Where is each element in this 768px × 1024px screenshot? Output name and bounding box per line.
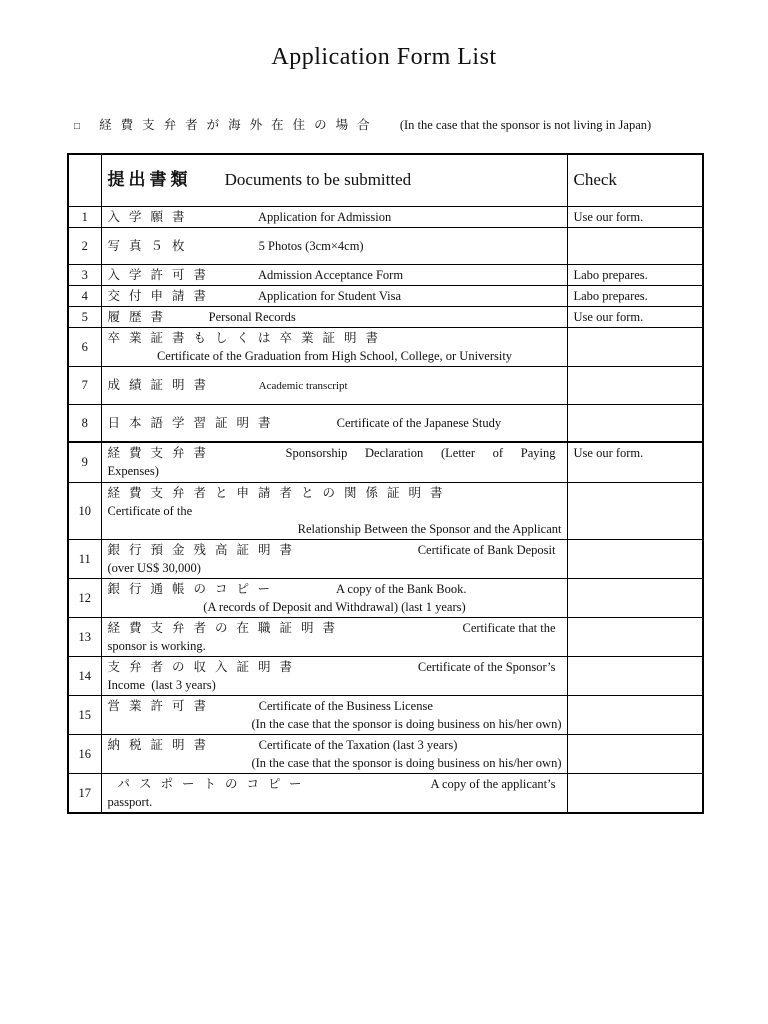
header-check-cell [567,154,703,206]
table-row [68,306,703,327]
check-cell [567,482,703,539]
checkbox-bullet-icon: □ [74,121,81,132]
row-number: 6 [68,327,101,366]
row-number: 8 [68,404,101,442]
document-en: Application for Student Visa [257,288,402,303]
document-en-line2: (In the case that the sponsor is doing business on his/her own) [251,755,562,770]
document-jp: 履歴書 [107,309,173,324]
document-en-line2: sponsor is working. [107,638,206,653]
document-jp: 写真５枚 [107,238,194,253]
document-jp: 入学願書 [107,209,194,224]
document-jp: 経費支弁者と申請者との関係証明書 [107,485,452,500]
document-en-line1: Certificate of the Business License [258,698,433,713]
header-docs-en: Documents to be submitted [224,169,412,189]
document-en: Certificate of the Graduation from High School, College, or University [156,348,513,363]
row-number: 12 [68,578,101,617]
document-cell [101,264,567,285]
document-jp: 支弁者の収入証明書 [107,659,302,674]
document-en-line2: (A records of Deposit and Withdrawal) (last 1 years) [203,599,466,614]
document-en-line2: Relationship Between the Sponsor and the Applicant [297,521,562,536]
table-row [68,773,703,813]
table-header-row [68,154,703,206]
row-number: 13 [68,617,101,656]
table-row [68,227,703,264]
check-cell [567,617,703,656]
document-jp: 納税証明書 [107,737,216,752]
check-cell [567,656,703,695]
check-cell [567,773,703,813]
document-en-line1: Certificate of the Sponsor’s [417,659,556,674]
table-row [68,404,703,442]
document-jp: 営業許可書 [107,698,216,713]
document-en-line2: passport. [107,794,153,809]
document-en-line2: Income (last 3 years) [107,677,216,692]
document-cell [101,442,567,482]
row-number: 9 [68,442,101,482]
page-title: Application Form List [271,44,497,70]
table-row [68,206,703,227]
document-jp: 成績証明書 [107,377,216,392]
document-cell [101,285,567,306]
check-cell: Labo prepares. [567,264,703,285]
document-cell [101,227,567,264]
document-cell [101,306,567,327]
document-jp: 銀行預金残高証明書 [107,542,302,557]
row-number: 7 [68,366,101,404]
check-cell [567,578,703,617]
document-en: Personal Records [208,309,296,324]
document-cell [101,734,567,773]
row-number: 15 [68,695,101,734]
document-jp: 交付申請書 [107,288,216,303]
document-en: Application for Admission [257,209,392,224]
document-list-table [67,153,704,814]
table-row [68,442,703,482]
table-row [68,327,703,366]
header-docs-jp: 提出書類 [107,169,192,189]
row-number: 3 [68,264,101,285]
row-number: 16 [68,734,101,773]
row-number: 4 [68,285,101,306]
intro-condition [74,116,694,136]
document-en-line2: (In the case that the sponsor is doing business on his/her own) [251,716,562,731]
document-en: 5 Photos (3cm×4cm) [258,238,364,253]
document-cell [101,482,567,539]
document-en: Admission Acceptance Form [257,267,404,282]
table-row [68,264,703,285]
row-number: 11 [68,539,101,578]
table-row [68,656,703,695]
document-cell [101,404,567,442]
intro-en-text: (In the case that the sponsor is not living in Japan) [399,118,652,132]
document-en-line1: Certificate of Bank Deposit [417,542,556,557]
document-jp: 経費支弁者の在職証明書 [107,620,345,635]
check-cell: Labo prepares. [567,285,703,306]
row-number: 10 [68,482,101,539]
check-cell: Use our form. [567,206,703,227]
row-number: 5 [68,306,101,327]
check-cell [567,539,703,578]
table-row [68,695,703,734]
check-cell: Use our form. [567,442,703,482]
document-jp: 経費支弁書 [107,446,216,460]
document-en: Certificate of the Japanese Study [336,415,502,430]
check-cell: Use our form. [567,306,703,327]
document-en-line2: (over US$ 30,000) [107,560,201,575]
document-cell [101,617,567,656]
document-jp: パスポートのコピー [117,776,311,791]
check-cell [567,404,703,442]
header-num-cell [68,154,101,206]
table-row [68,539,703,578]
document-cell [101,695,567,734]
document-cell [101,578,567,617]
document-cell [101,206,567,227]
check-cell [567,227,703,264]
document-cell [101,773,567,813]
document-cell [101,539,567,578]
check-cell [567,327,703,366]
document-en-line1: Certificate that the [462,620,556,635]
table-row [68,285,703,306]
table-row [68,578,703,617]
document-en-line2: Expenses) [107,464,159,478]
document-en: Academic transcript [258,379,348,392]
document-jp: 入学許可書 [107,267,216,282]
row-number: 1 [68,206,101,227]
check-cell [567,734,703,773]
document-en-line1: A copy of the Bank Book. [335,581,467,596]
document-en-line1: Sponsorship Declaration (Letter of Paying [285,446,556,460]
document-cell [101,656,567,695]
row-number: 2 [68,227,101,264]
check-cell [567,366,703,404]
header-docs-cell [101,154,567,206]
row-number: 17 [68,773,101,813]
check-cell [567,695,703,734]
document-en-line1: A copy of the applicant’s [430,776,556,791]
document-cell [101,366,567,404]
document-jp: 日本語学習証明書 [107,415,280,430]
table-row [68,617,703,656]
intro-jp-text: 経費支弁者が海外在住の場合 [99,118,379,132]
document-en-line1: Certificate of the Taxation (last 3 years) [258,737,458,752]
document-en-line1: Certificate of the [107,503,193,518]
table-row [68,482,703,539]
document-cell [101,327,567,366]
document-jp: 卒業証書もしくは卒業証明書 [107,330,388,345]
header-check-label: Check [573,169,617,189]
document-jp: 銀行通帳のコピー [107,581,280,596]
table-row [68,734,703,773]
row-number: 14 [68,656,101,695]
table-row [68,366,703,404]
